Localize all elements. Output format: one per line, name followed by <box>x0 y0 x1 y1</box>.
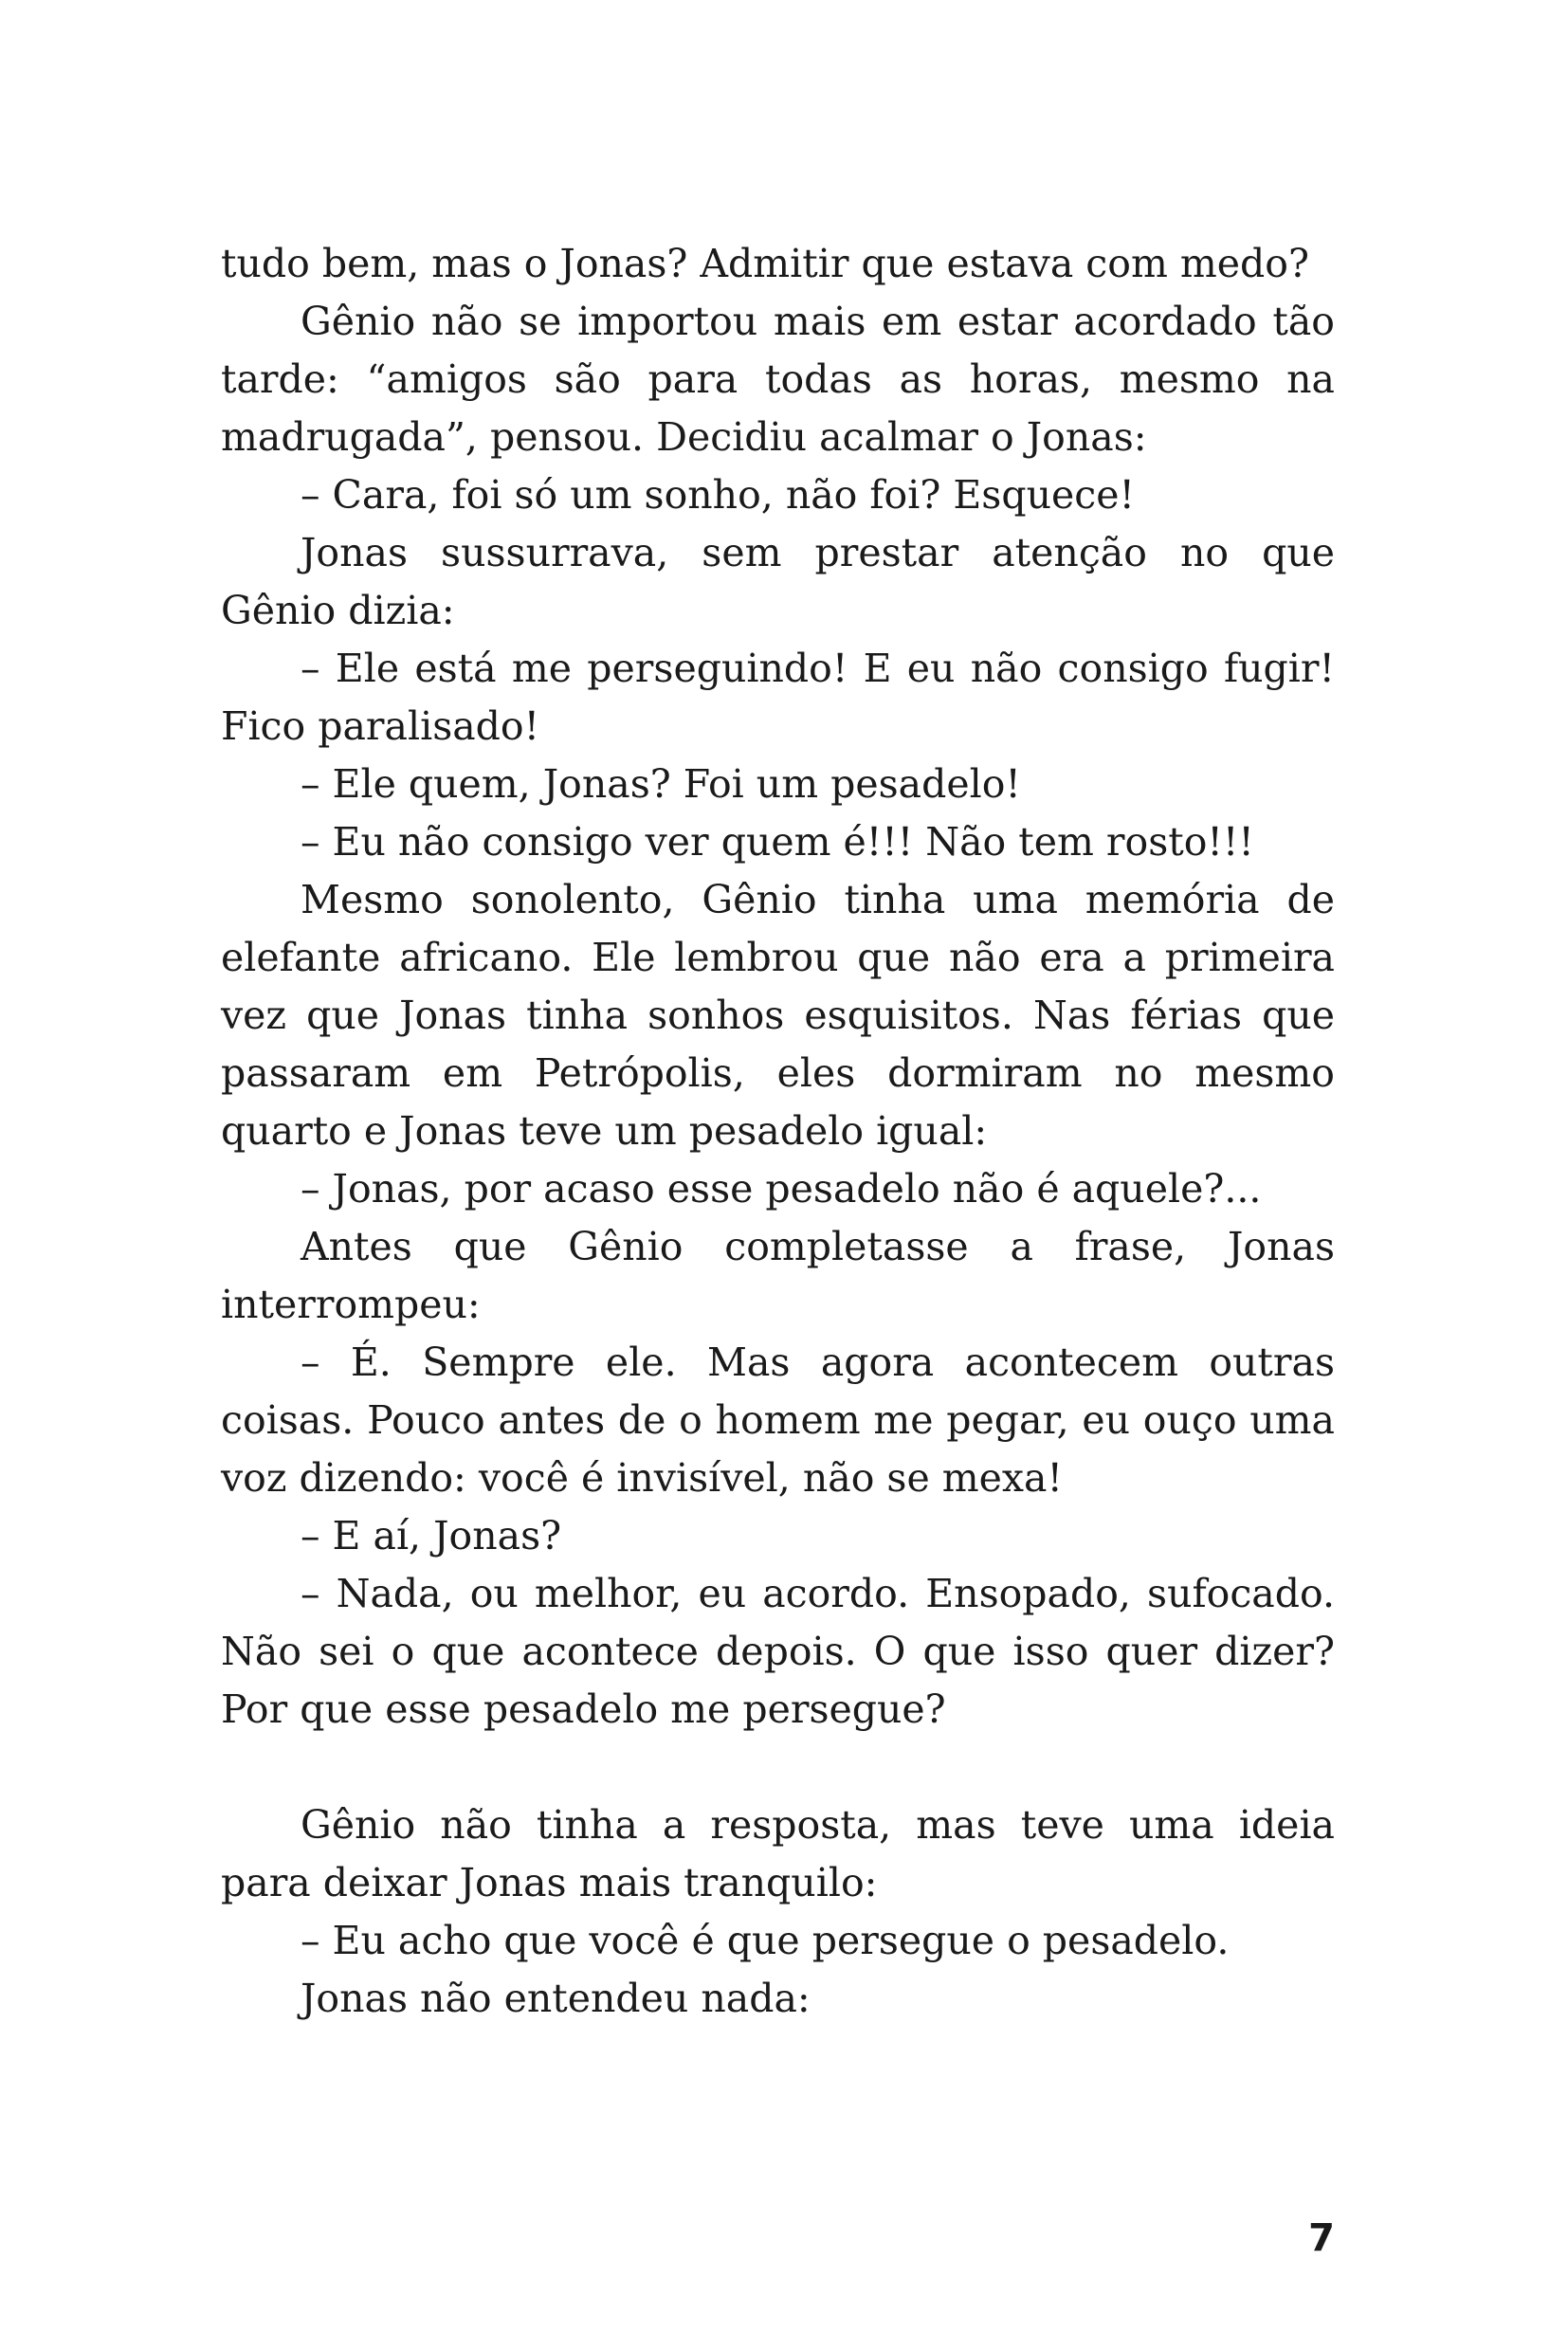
dialogue-line: – Jonas, por acaso esse pesadelo não é aquele?... <box>301 1166 1262 1212</box>
paragraph: Jonas não entendeu nada: <box>301 1976 811 2021</box>
paragraph: Gênio não tinha a resposta, mas teve uma ideia para deixar Jonas mais tranquilo: <box>221 1802 1335 1905</box>
page-number: 7 <box>1308 2216 1335 2260</box>
paragraph: Jonas sussurrava, sem prestar atenção no que Gênio dizia: <box>221 530 1335 633</box>
paragraph: Antes que Gênio completasse a frase, Jonas interrompeu: <box>221 1224 1335 1327</box>
dialogue-line: – E aí, Jonas? <box>301 1513 562 1558</box>
dialogue-line: – Nada, ou melhor, eu acordo. Ensopado, sufocado. Não sei o que acontece depois. O que isso quer dizer? Por que esse pesadelo me persegue? <box>221 1571 1335 1732</box>
dialogue-line: – Cara, foi só um sonho, não foi? Esquece! <box>301 472 1135 518</box>
dialogue-line: – Eu não consigo ver quem é!!! Não tem rosto!!! <box>301 819 1254 865</box>
dialogue-line: – Ele quem, Jonas? Foi um pesadelo! <box>301 761 1021 807</box>
paragraph: Mesmo sonolento, Gênio tinha uma memória de elefante africano. Ele lembrou que não era a primeira vez que Jonas tinha sonhos esquisitos. Nas férias que passaram em Petrópolis, eles dormiram no mesmo quarto e Jonas teve um pesadelo igual: <box>221 877 1335 1154</box>
dialogue-line: – Ele está me perseguindo! E eu não consigo fugir! Fico paralisado! <box>221 646 1335 749</box>
body-text <box>221 235 1335 2028</box>
paragraph: Gênio não se importou mais em estar acordado tão tarde: “amigos são para todas as horas, mesmo na madrugada”, pensou. Decidiu acalmar o Jonas: <box>221 299 1335 460</box>
dialogue-line: – Eu acho que você é que persegue o pesadelo. <box>301 1918 1230 1963</box>
dialogue-line: – É. Sempre ele. Mas agora acontecem outras coisas. Pouco antes de o homem me pegar, eu ouço uma voz dizendo: você é invisível, não se mexa! <box>221 1340 1335 1501</box>
paragraph: tudo bem, mas o Jonas? Admitir que estava com medo? <box>221 241 1309 286</box>
